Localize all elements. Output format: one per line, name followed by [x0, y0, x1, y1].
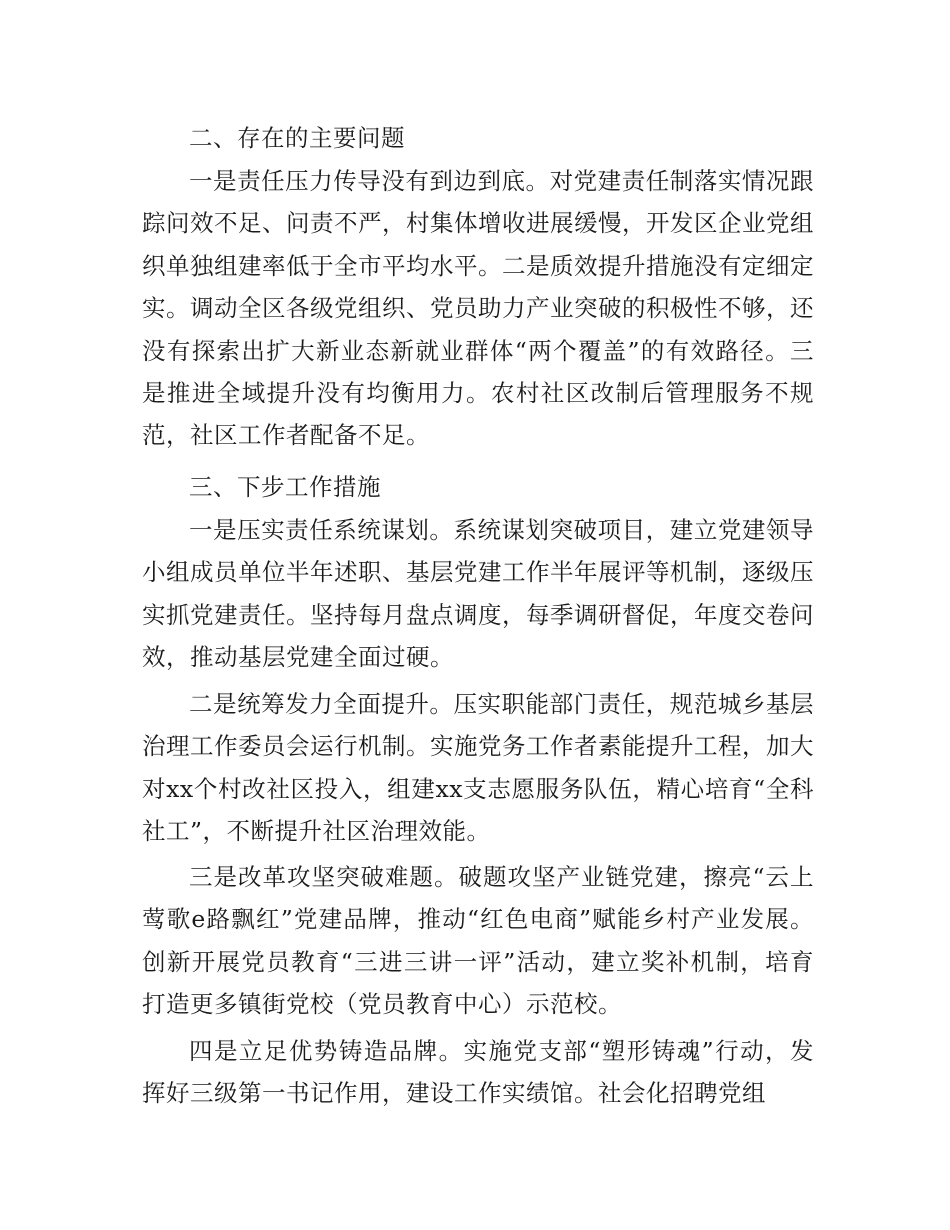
section-heading-measures: 三、下步工作措施: [189, 473, 381, 501]
paragraph-problems: 一是责任压力传导没有到边到底。对党建责任制落实情况跟踪问效不足、问责不严，村集体增收进展缓慢，开发区企业党组织单独组建率低于全市平均水平。二是质效提升措施没有定细定实。调动全区各级党组织、党员助力产业突破的积极性不够，还没有探索出扩大新业态新就业群体“两个覆盖”的有效路径。三是推进全域提升没有均衡用力。农村社区改制后管理服务不规范，社区工作者配备不足。: [142, 167, 814, 450]
paragraph-measure-2: 二是统筹发力全面提升。压实职能部门责任，规范城乡基层治理工作委员会运行机制。实施党务工作者素能提升工程，加大对xx个村改社区投入，组建xx支志愿服务队伍，精心培育“全科社工”，不断提升社区治理效能。: [142, 690, 814, 846]
paragraph-measure-1: 一是压实责任系统谋划。系统谋划突破项目，建立党建领导小组成员单位半年述职、基层党建工作半年展评等机制，逐级压实抓党建责任。坚持每月盘点调度，每季调研督促，年度交卷问效，推动基层党建全面过硬。: [142, 516, 814, 672]
section-heading-problems: 二、存在的主要问题: [189, 124, 405, 152]
paragraph-measure-4: 四是立足优势铸造品牌。实施党支部“塑形铸魂”行动，发挥好三级第一书记作用，建设工作实绩馆。社会化招聘党组: [142, 1037, 814, 1108]
paragraph-measure-3: 三是改革攻坚突破难题。破题攻坚产业链党建，擦亮“云上莺歌e路飘红”党建品牌，推动“红色电商”赋能乡村产业发展。创新开展党员教育“三进三讲一评”活动，建立奖补机制，培育打造更多镇街党校（党员教育中心）示范校。: [142, 863, 814, 1019]
